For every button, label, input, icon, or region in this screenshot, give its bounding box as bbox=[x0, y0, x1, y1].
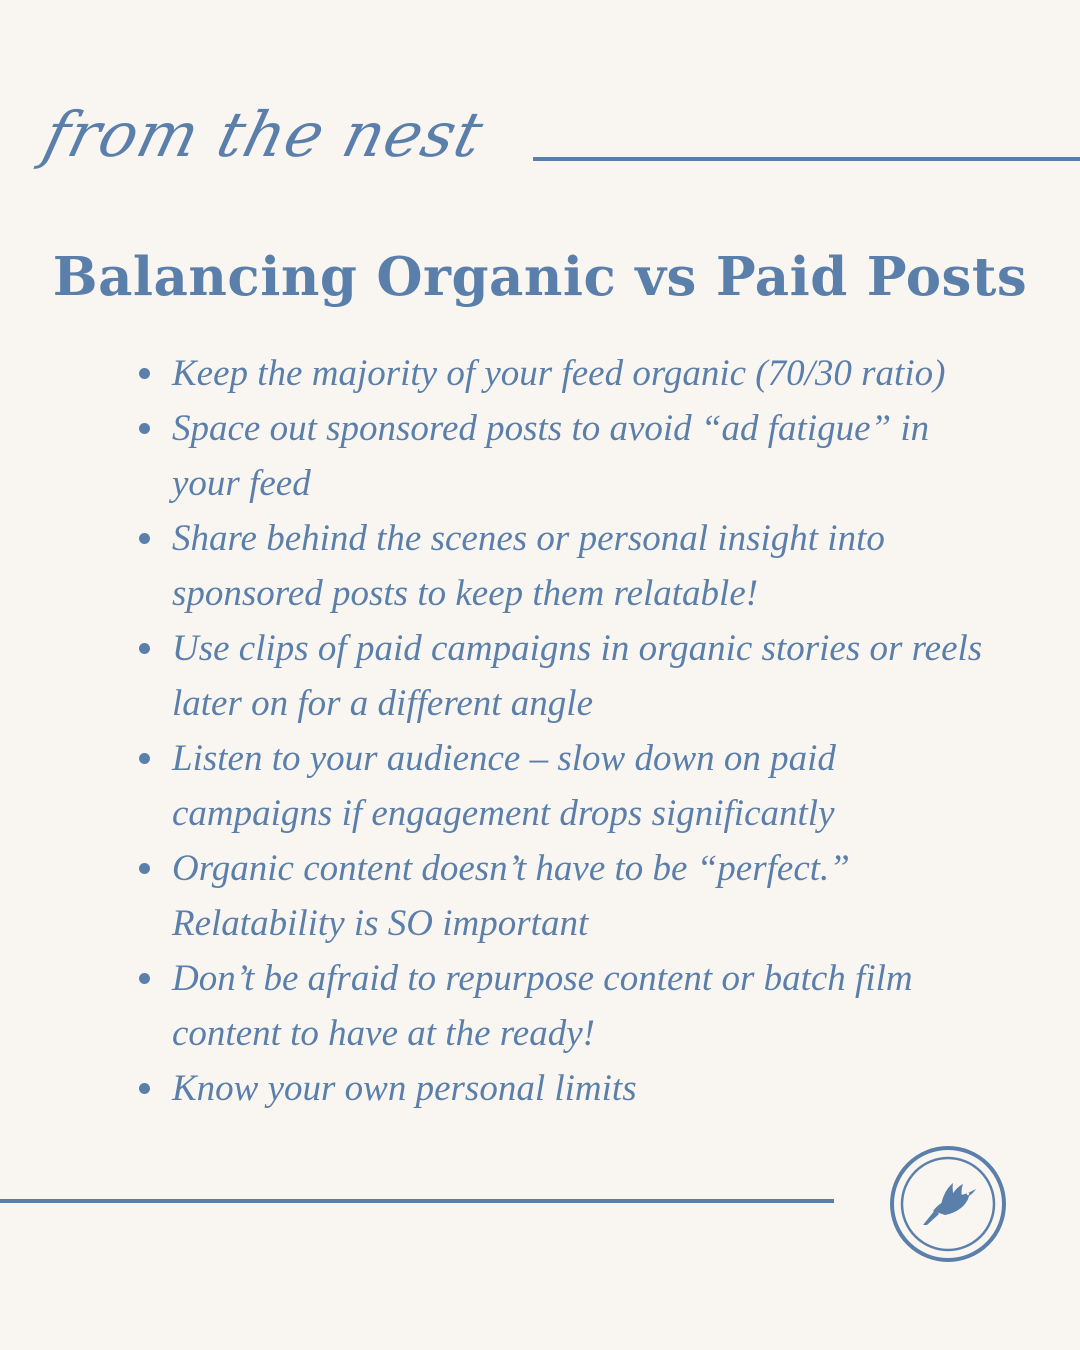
tip-text: Space out sponsored posts to avoid “ad fatigue” in your feed bbox=[172, 408, 930, 504]
bullet-icon bbox=[139, 368, 150, 379]
script-heading: from the nest bbox=[36, 98, 491, 171]
bird-icon bbox=[923, 1183, 976, 1225]
logo-seal bbox=[889, 1145, 1007, 1263]
bullet-icon bbox=[139, 973, 150, 984]
list-item bbox=[136, 346, 996, 401]
tip-text: Use clips of paid campaigns in organic stories or reels later on for a different angle bbox=[172, 628, 983, 724]
bullet-icon bbox=[139, 753, 150, 764]
list-item bbox=[136, 841, 996, 951]
bottom-divider bbox=[0, 1199, 834, 1203]
list-item bbox=[136, 731, 996, 841]
list-item bbox=[136, 401, 996, 511]
list-item bbox=[136, 511, 996, 621]
list-item bbox=[136, 1061, 996, 1116]
tip-text: Listen to your audience – slow down on paid campaigns if engagement drops significantly bbox=[172, 738, 836, 834]
top-divider bbox=[533, 157, 1080, 161]
bullet-icon bbox=[139, 643, 150, 654]
list-item bbox=[136, 951, 996, 1061]
bullet-icon bbox=[139, 423, 150, 434]
page-title: Balancing Organic vs Paid Posts bbox=[52, 246, 1028, 308]
list-item bbox=[136, 621, 996, 731]
tip-text: Keep the majority of your feed organic (70/30 ratio) bbox=[172, 353, 946, 394]
bullet-icon bbox=[139, 1083, 150, 1094]
bullet-icon bbox=[139, 863, 150, 874]
tip-text: Share behind the scenes or personal insight into sponsored posts to keep them relatable! bbox=[172, 518, 885, 614]
bullet-icon bbox=[139, 533, 150, 544]
tip-text: Know your own personal limits bbox=[172, 1068, 637, 1109]
tips-list bbox=[136, 346, 996, 1116]
tip-text: Don’t be afraid to repurpose content or batch film content to have at the ready! bbox=[172, 958, 913, 1054]
tip-text: Organic content doesn’t have to be “perfect.” Relatability is SO important bbox=[172, 848, 850, 944]
